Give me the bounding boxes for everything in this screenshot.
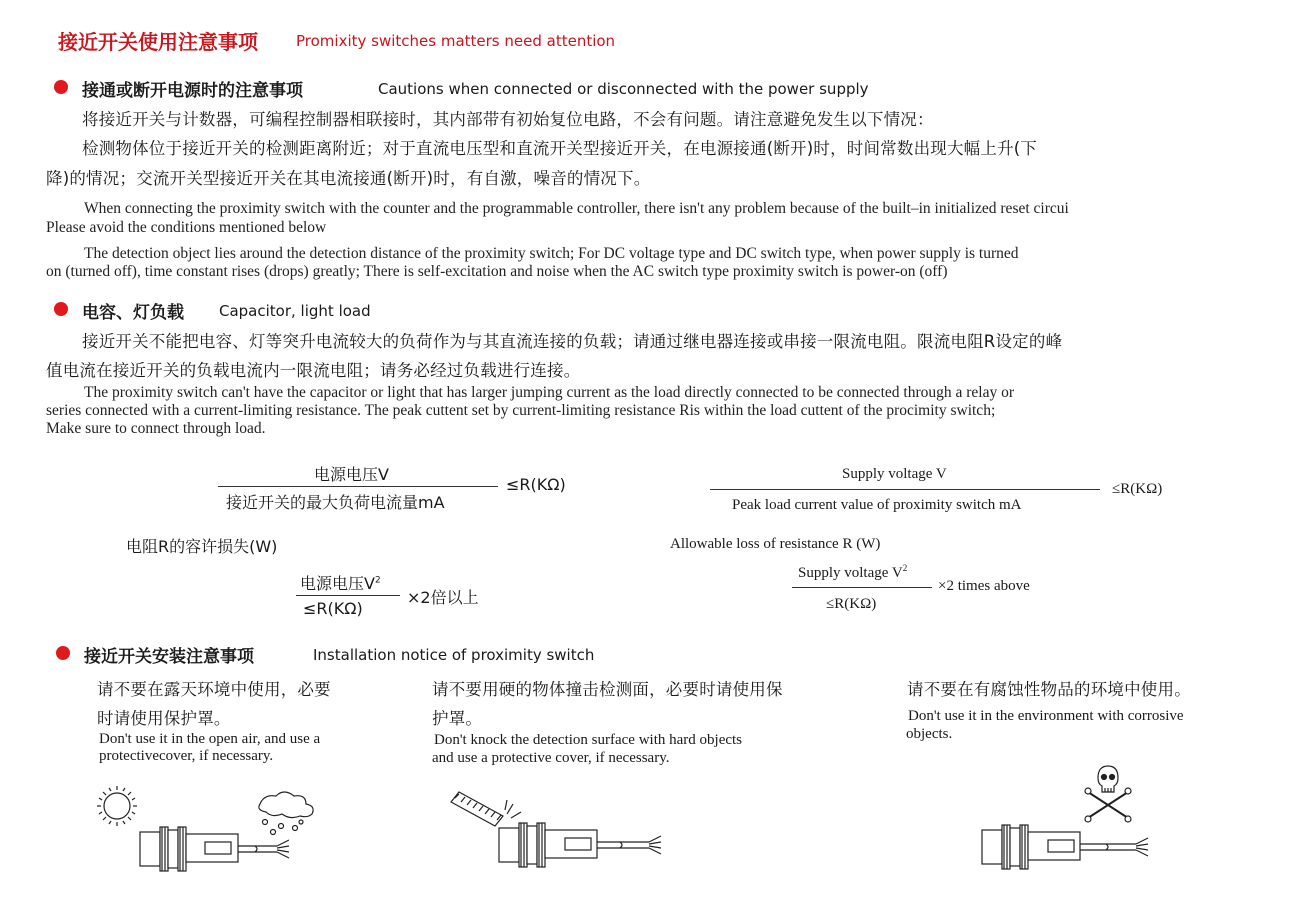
capacitor-cn-line2: 值电流在接近开关的负载电流内一限流电阻；请务必经过负载进行连接。 <box>46 361 581 380</box>
formula1-numerator-en: Supply voltage V <box>842 466 947 482</box>
section-install-heading-cn: 接近开关安装注意事项 <box>84 647 254 667</box>
formula2-rhs-cn: ×2倍以上 <box>407 588 479 607</box>
formula1-denominator-en: Peak load current value of proximity switch mA <box>732 497 1022 513</box>
install-col1-cn-line2: 时请使用保护罩。 <box>97 709 231 728</box>
formula1-rhs-cn: ≤R(KΩ) <box>506 475 566 494</box>
allowable-loss-en: Allowable loss of resistance R (W) <box>670 536 881 552</box>
install-col3-cn-line1: 请不要在有腐蚀性物品的环境中使用。 <box>907 680 1191 699</box>
formula1-fraction-line-cn <box>218 486 498 487</box>
sun-rain-sensor-illustration <box>95 782 325 872</box>
skull-crossbones-icon <box>1085 766 1131 822</box>
formula1-denominator-cn: 接近开关的最大负荷电流量mA <box>226 493 445 512</box>
capacitor-en-line3: Make sure to connect through load. <box>46 420 266 437</box>
formula2-denominator-en: ≤R(KΩ) <box>826 596 877 612</box>
formula2-fraction-line-en <box>792 587 932 588</box>
section-power-heading-en: Cautions when connected or disconnected with the power supply <box>378 80 869 98</box>
capacitor-cn-line1: 接近开关不能把电容、灯等突升电流较大的负荷作为与其直流连接的负载；请通过继电器连接或串接一限流电阻。限流电阻R设定的峰 <box>82 332 1063 351</box>
power-en-line1: When connecting the proximity switch with the counter and the programmable controller, there isn't any problem because of the built–in initialized reset circui <box>84 200 1069 217</box>
install-col1-en-line1: Don't use it in the open air, and use a <box>99 731 321 747</box>
page-title-cn: 接近开关使用注意事项 <box>58 30 258 54</box>
install-col2-en-line2: and use a protective cover, if necessary. <box>432 750 670 766</box>
allowable-loss-cn: 电阻R的容许损失(W) <box>126 537 278 556</box>
install-col2-en-line1: Don't knock the detection surface with hard objects <box>434 732 743 748</box>
sensor-icon <box>982 825 1148 869</box>
power-en-line2: Please avoid the conditions mentioned below <box>46 219 327 236</box>
sensor-icon <box>499 823 661 867</box>
hammer-sensor-illustration <box>445 790 675 870</box>
power-en-line4: on (turned off), time constant rises (drops) greatly; There is self-excitation and noise when the AC switch type proximity switch is power-on (off) <box>46 263 948 280</box>
install-col3-en-line2: objects. <box>906 726 953 742</box>
sun-icon <box>97 786 137 826</box>
capacitor-en-line1: The proximity switch can't have the capacitor or light that has larger jumping current as the load directly connected to be connected through a relay or <box>84 384 1015 401</box>
formula2-numerator-cn: 电源电压$V^2$ <box>300 574 381 593</box>
install-col2-cn-line1: 请不要用硬的物体撞击检测面，必要时请使用保 <box>432 680 783 699</box>
section-install-heading-en: Installation notice of proximity switch <box>313 646 595 664</box>
power-cn-line3: 降)的情况；交流开关型接近开关在其电流接通(断开)时，有自激，噪音的情况下。 <box>46 169 651 188</box>
formula2-rhs-en: ×2 times above <box>938 578 1030 594</box>
bullet-dot <box>54 80 68 94</box>
skull-sensor-illustration <box>978 764 1178 874</box>
section-capacitor-heading-en: Capacitor, light load <box>219 302 371 320</box>
power-cn-line2: 检测物体位于接近开关的检测距离附近；对于直流电压型和直流开关型接近开关，在电源接通(断开)时，时间常数出现大幅上升(下 <box>82 139 1038 158</box>
install-col1-en-line2: protectivecover, if necessary. <box>99 748 274 764</box>
formula2-numerator-en: Supply voltage $V^2$ <box>798 563 908 581</box>
formula1-rhs-en: ≤R(KΩ) <box>1112 481 1163 497</box>
formula1-fraction-line-en <box>710 489 1100 490</box>
sensor-icon <box>140 827 289 871</box>
bullet-dot <box>54 302 68 316</box>
cloud-icon <box>259 792 313 835</box>
formula1-numerator-cn: 电源电压V <box>314 465 389 484</box>
section-capacitor-heading-cn: 电容、灯负载 <box>82 303 184 323</box>
power-cn-line1: 将接近开关与计数器，可编程控制器相联接时，其内部带有初始复位电路，不会有问题。请注意避免发生以下情况： <box>82 110 934 129</box>
install-col2-cn-line2: 护罩。 <box>432 709 483 728</box>
bullet-dot <box>56 646 70 660</box>
formula2-fraction-line-cn <box>296 595 400 596</box>
capacitor-en-line2: series connected with a current-limiting resistance. The peak cuttent set by current-limiting resistance Ris within the load cuttent of the procimity switch; <box>46 402 996 419</box>
page-title-en: Promixity switches matters need attention <box>296 32 616 50</box>
install-col3-en-line1: Don't use it in the environment with corrosive <box>908 708 1184 724</box>
section-power-heading-cn: 接通或断开电源时的注意事项 <box>82 81 303 101</box>
formula2-denominator-cn: ≤R(KΩ) <box>303 599 363 618</box>
install-col1-cn-line1: 请不要在露天环境中使用，必要 <box>97 680 331 699</box>
hammer-icon <box>451 792 521 826</box>
power-en-line3: The detection object lies around the detection distance of the proximity switch; For DC voltage type and DC switch type, when power supply is turned <box>84 245 1019 262</box>
